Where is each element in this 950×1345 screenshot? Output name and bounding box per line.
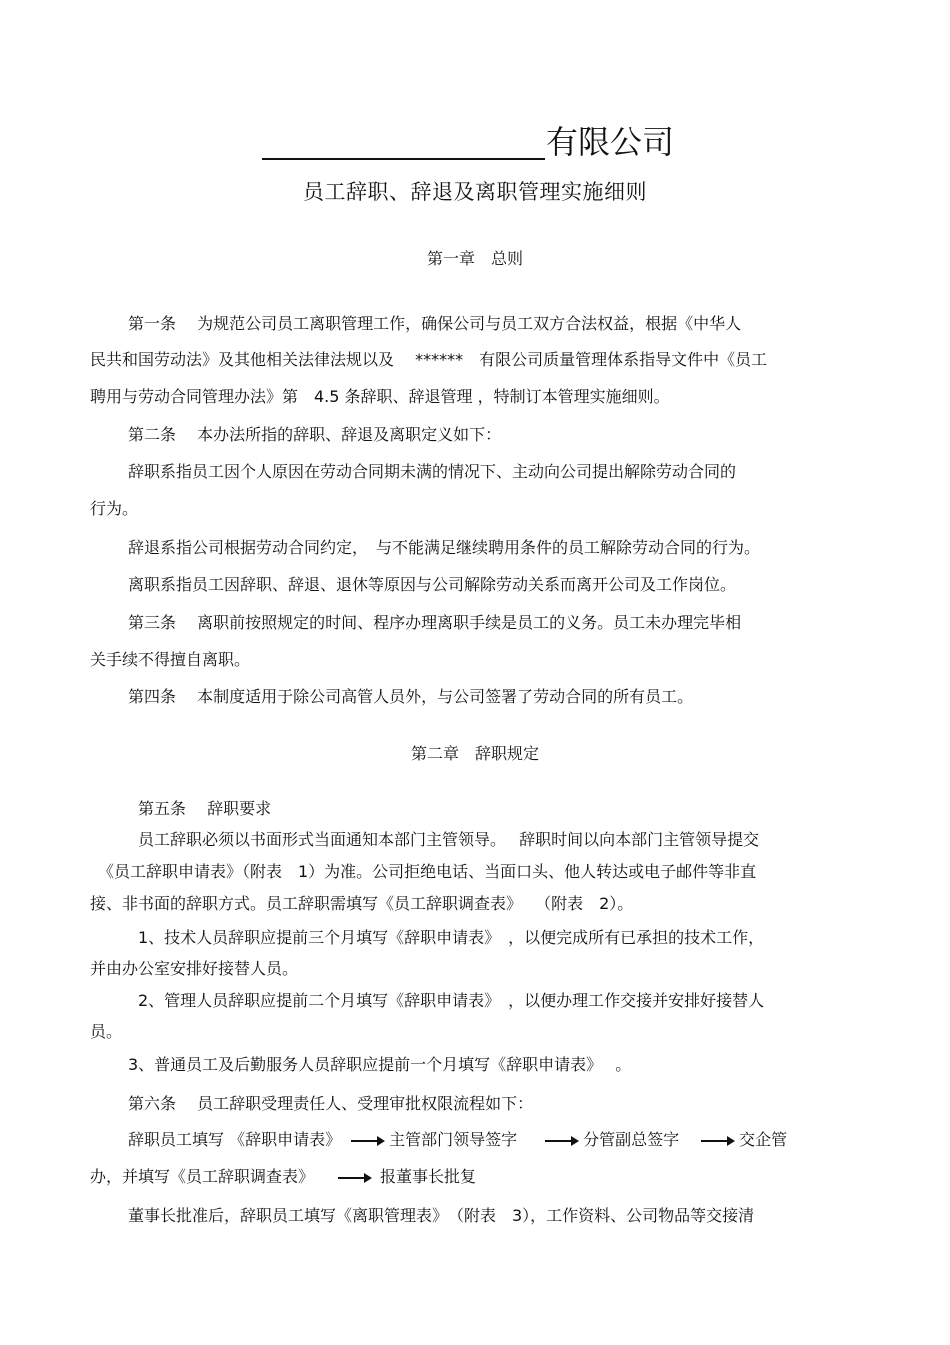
article-5-line-3: 《员工辞职申请表》（附表 1）为准。公司拒绝电话、当面口头、他人转达或电子邮件等非直 (98, 862, 757, 881)
article-5-line-7: 2、管理人员辞职应提前二个月填写《辞职申请表》 ，以便办理工作交接并安排好接替人 (138, 991, 765, 1010)
arrow-right-icon (545, 1136, 579, 1146)
flow-step-fill-application: 辞职员工填写 《辞职申请表》 (128, 1130, 342, 1149)
article-5-line-2: 员工辞职必须以书面形式当面通知本部门主管领导。 辞职时间以向本部门主管领导提交 (138, 830, 760, 849)
document-title: 员工辞职、辞退及离职管理实施细则 (303, 180, 647, 204)
resignation-flow-line-1 (128, 1129, 787, 1151)
article-5-line-8: 员。 (90, 1022, 123, 1041)
flow-step-chairman-approval: 报董事长批复 (380, 1167, 477, 1186)
flow-step-submit-admin: 交企管 (739, 1130, 788, 1149)
article-5-line-4: 接、非书面的辞职方式。员工辞职需填写《员工辞职调查表》 （附表 2）。 (90, 894, 634, 913)
article-2-line-1: 第二条 本办法所指的辞职、辞退及离职定义如下： (128, 425, 502, 444)
arrow-right-icon (338, 1173, 372, 1183)
article-4-line-1: 第四条 本制度适用于除公司高管人员外，与公司签署了劳动合同的所有员工。 (128, 687, 694, 706)
flow-step-fill-survey: 办，并填写《员工辞职调查表》 (90, 1167, 315, 1186)
article-2-line-2: 辞职系指员工因个人原因在劳动合同期未满的情况下、主动向公司提出解除劳动合同的 (128, 462, 737, 481)
arrow-right-icon (701, 1136, 735, 1146)
flow-step-vp-sign: 分管副总签字 (583, 1130, 680, 1149)
article-2-line-5: 离职系指员工因辞职、辞退、退休等原因与公司解除劳动关系而离开公司及工作岗位。 (128, 575, 737, 594)
chapter-heading-2: 第二章 辞职规定 (410, 744, 539, 763)
company-name: 有限公司 (546, 123, 675, 161)
article-5-line-6: 并由办公室安排好接替人员。 (90, 959, 299, 978)
company-header (262, 118, 682, 168)
article-2-line-3: 行为。 (90, 499, 139, 518)
article-2-line-4: 辞退系指公司根据劳动合同约定， 与不能满足继续聘用条件的员工解除劳动合同的行为。 (128, 538, 761, 557)
arrow-right-icon (351, 1136, 385, 1146)
article-6-line-3: 董事长批准后，辞职员工填写《离职管理表》 （附表 3），工作资料、公司物品等交接清 (128, 1206, 755, 1225)
article-3-line-1: 第三条 离职前按照规定的时间、程序办理离职手续是员工的义务。员工未办理完毕相 (128, 613, 742, 632)
article-1-line-2: 民共和国劳动法》及其他相关法律法规以及 ****** 有限公司质量管理体系指导文件中《员工 (90, 350, 768, 369)
flow-step-dept-leader-sign: 主管部门领导签字 (389, 1130, 518, 1149)
company-name-blank (262, 158, 545, 160)
article-1-line-3: 聘用与劳动合同管理办法》第 4.5 条辞职、辞退管理 ，特制订本管理实施细则。 (90, 387, 670, 406)
resignation-flow-line-2 (90, 1166, 476, 1188)
article-5-line-5: 1、技术人员辞职应提前三个月填写《辞职申请表》 ，以便完成所有已承担的技术工作， (138, 928, 765, 947)
chapter-heading-1: 第一章 总则 (426, 249, 523, 268)
article-3-line-2: 关手续不得擅自离职。 (90, 650, 251, 669)
article-5-line-1: 第五条 辞职要求 (138, 799, 272, 818)
article-5-line-9: 3、普通员工及后勤服务人员辞职应提前一个月填写《辞职申请表》 。 (128, 1055, 632, 1074)
article-6-line-1: 第六条 员工辞职受理责任人、受理审批权限流程如下： (128, 1094, 534, 1113)
article-1-line-1: 第一条 为规范公司员工离职管理工作，确保公司与员工双方合法权益，根据《中华人 (128, 314, 742, 333)
